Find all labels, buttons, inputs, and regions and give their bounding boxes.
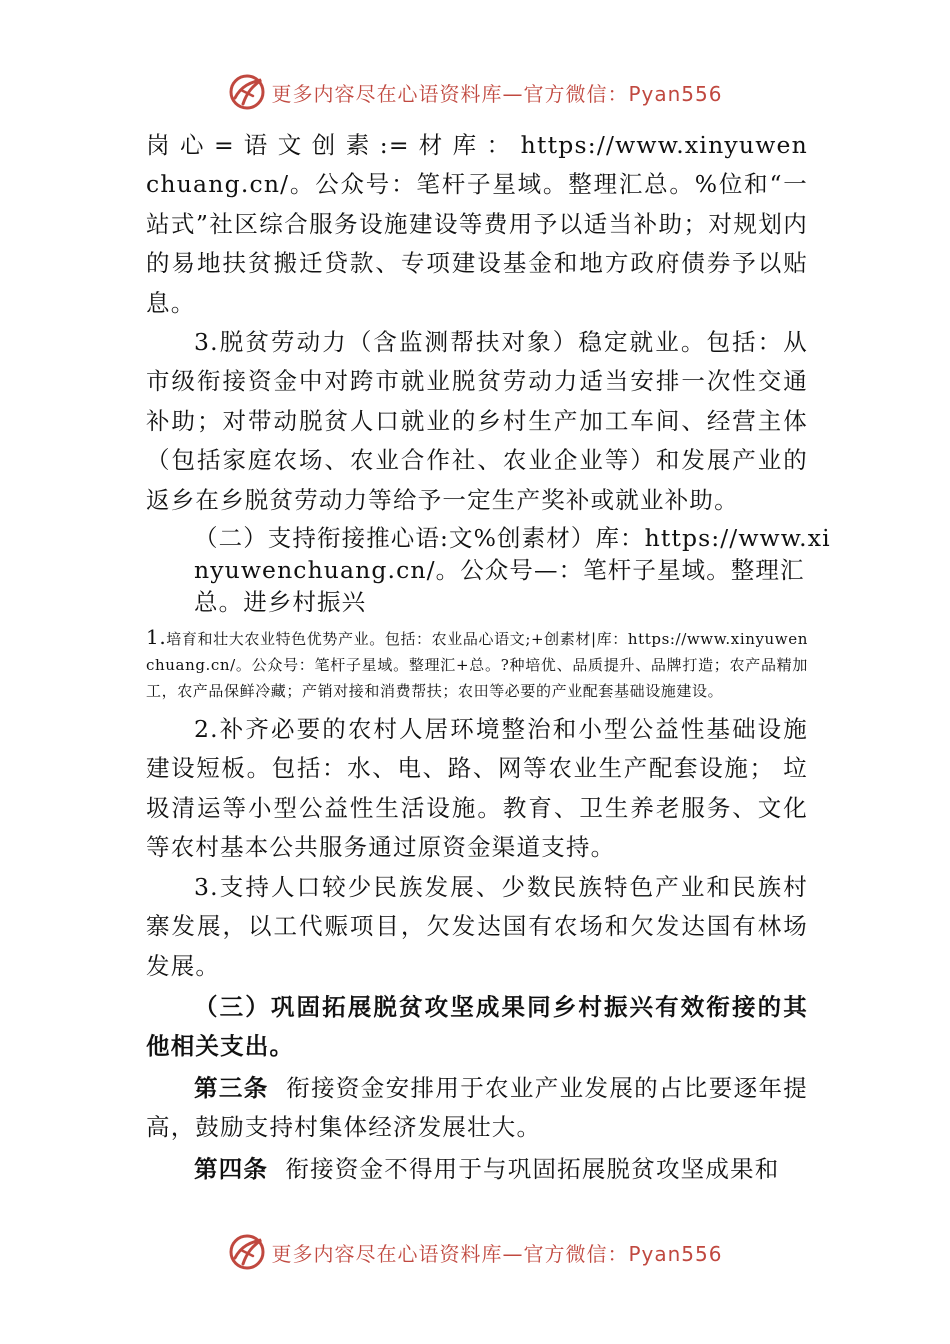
banner-text: 更多内容尽在心语资料库—官方微信：Pyan556 [271,1241,723,1266]
paragraph-infrastructure: 2.补齐必要的农村人居环境整治和小型公益性基础设施建设短板。包括：水、电、路、网等农业生产配套设施； 垃圾清运等小型公益性生活设施。教育、卫生养老服务、文化等农村基本公共服务通过原资金渠道支持。 [146,715,808,862]
section-heading-2: （二）支持衔接推心语:文%创素材）库：https://www.xinyuwenchuang.cn/。公众号—：笔杆子星域。整理汇总。进乡村振兴 [194,524,831,617]
banner-text: 更多内容尽在心语资料库—官方微信：Pyan556 [271,81,723,106]
article-3-label: 第三条 [194,1073,269,1102]
article-4-label: 第四条 [194,1154,269,1183]
paragraph-employment: 3.脱贫劳动力（含监测帮扶对象）稳定就业。包括：从市级衔接资金中对跨市就业脱贫劳动力适当安排一次性交通补助；对带动脱贫人口就业的乡村生产加工车间、经营主体（包括家庭农场、农业合作社、农业企业等）和发展产业的返乡在乡脱贫劳动力等给予一定生产奖补或就业补助。 [146,328,808,514]
small-text: 培育和壮大农业特色优势产业。包括：农业品心语文;+创素材|库：https://www.xinyuwenchuang.cn/。公众号：笔杆子星域。整理汇+总。?种培优、品质提升、品牌打造；农产品精加工，农产品保鲜冷藏；产销对接和消费帮扶；农田等必要的产业配套基础设施建设。 [146,630,808,701]
footer-watermark-banner [0,1232,950,1272]
red-seal-logo-icon [227,1232,267,1272]
red-seal-logo-icon [227,72,267,112]
small-lead-number: 1. [146,625,167,650]
section-heading-3: （三）巩固拓展脱贫攻坚成果同乡村振兴有效衔接的其他相关支出。 [146,992,808,1061]
article-3 [146,1069,808,1148]
article-3-text: 衔接资金安排用于农业产业发展的占比要逐年提高，鼓励支持村集体经济发展壮大。 [146,1073,808,1142]
document-body [146,126,831,1189]
article-4-text: 衔接资金不得用于与巩固拓展脱贫攻坚成果和 [285,1154,780,1183]
paragraph-ethnic: 3.支持人口较少民族发展、少数民族特色产业和民族村寨发展，以工代赈项目，欠发达国有农场和欠发达国有林场发展。 [146,872,808,980]
article-4 [146,1150,808,1189]
header-watermark-banner [0,72,950,112]
paragraph-small-industry [146,624,808,704]
paragraph-1: 岗 心 = 语 文 创 素 := 材 库 ： https://www.xinyuwenchuang.cn/。公众号：笔杆子星域。整理汇总。%位和“一站式”社区综合服务设施建设等费用予以适当补助；对规划内的易地扶贫搬迁贷款、专项建设基金和地方政府债券予以贴息。 [146,131,808,317]
